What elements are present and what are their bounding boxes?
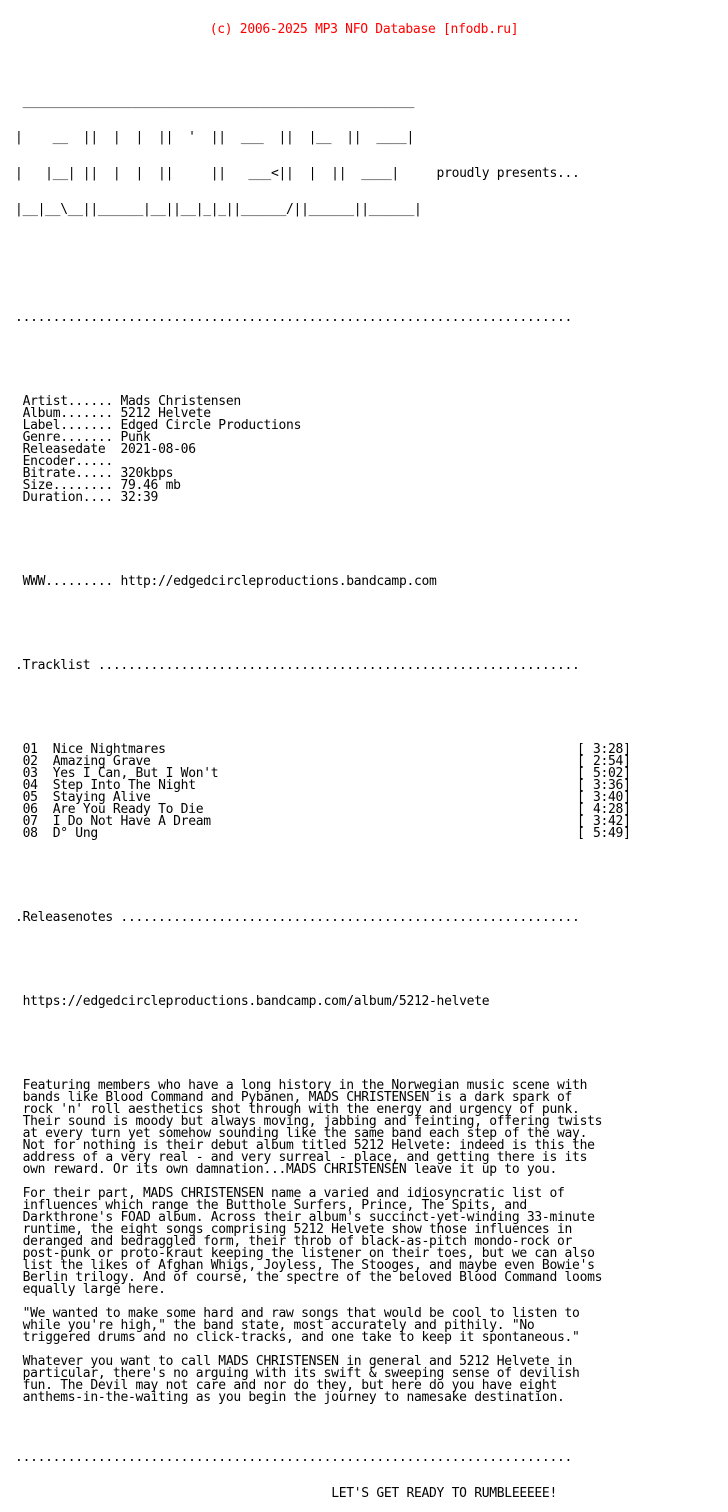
logo-line: | |__| || | | || || ___<|| | || ____| proudly presents... [0, 166, 580, 181]
footer-slogan: LET'S GET READY TO RUMBLEEEEE! [331, 1486, 557, 1501]
track-duration: [ 3:36] [577, 778, 631, 793]
releasenote-text: Their sound is moody but always moving, jabbing and feinting, offering twists [22, 1114, 603, 1129]
release-info [0, 396, 728, 504]
info-value: 79.46 mb [120, 478, 181, 493]
logo-line: ____________________________________________________ [0, 94, 414, 109]
track-duration: [ 3:40] [577, 790, 631, 805]
info-label: Genre....... [22, 430, 113, 445]
track-time: 3:40 [592, 790, 624, 805]
track-time: 3:28 [592, 742, 624, 757]
info-value: 320kbps [120, 466, 174, 481]
separator-releasenotes: .Releasenotes ............................................................. [0, 910, 580, 925]
track-number: 06 [22, 802, 38, 817]
info-row [0, 492, 728, 504]
releasenote-line [0, 1284, 728, 1296]
track-duration: [ 2:54] [577, 754, 631, 769]
releasenote-text: Featuring members who have a long history in the Norwegian music scene with [22, 1078, 588, 1093]
track-number: 08 [22, 826, 38, 841]
track-row [0, 828, 728, 840]
track-title: D° Ung [52, 826, 98, 841]
album-url: https://edgedcircleproductions.bandcamp.com/album/5212-helvete [22, 994, 490, 1009]
info-label: Releasedate [22, 442, 113, 457]
releasenote-text: equally large here. [22, 1282, 166, 1297]
track-time: 3:42 [592, 814, 624, 829]
copyright-header: (c) 2006-2025 MP3 NFO Database [nfodb.ru] [209, 22, 519, 37]
track-number: 04 [22, 778, 38, 793]
releasenote-text: For their part, MADS CHRISTENSEN name a varied and idiosyncratic list of [22, 1186, 565, 1201]
track-title: Nice Nightmares [52, 742, 166, 757]
releasenote-text: anthems-in-the-waiting as you begin the journey to namesake destination. [22, 1390, 565, 1405]
releasenote-text: at every turn yet somehow sounding like the same band each step of the way. [22, 1126, 588, 1141]
track-number: 07 [22, 814, 38, 829]
track-title: Are You Ready To Die [52, 802, 204, 817]
info-label: Encoder..... [22, 454, 113, 469]
track-time: 4:28 [592, 802, 624, 817]
track-number: 02 [22, 754, 38, 769]
info-label: Duration.... [22, 490, 113, 505]
releasenote-text: triggered drums and no click-tracks, and one take to keep it spontaneous." [22, 1330, 580, 1345]
info-label: Size........ [22, 478, 113, 493]
www-label: WWW......... [22, 574, 113, 589]
info-value: Edged Circle Productions [120, 418, 302, 433]
releasenote-text: post-punk or proto-kraut keeping the listener on their toes, but we can also [22, 1246, 595, 1261]
track-duration: [ 3:28] [577, 742, 631, 757]
footer-line [0, 1488, 728, 1500]
track-duration: [ 4:28] [577, 802, 631, 817]
releasenote-text: while you're high," the band state, most accurately and pithily. "No [22, 1318, 535, 1333]
releasenote-text: Berlin trilogy. And of course, the spectre of the beloved Blood Command looms [22, 1270, 603, 1285]
releasenote-text: runtime, the eight songs comprising 5212 Helvete show those influences in [22, 1222, 573, 1237]
releasenote-text: Darkthrone's FOAD album. Across their album's succinct-yet-winding 33-minute [22, 1210, 595, 1225]
releasenote-text: influences which range the Butthole Surfers, Prince, The Spits, and [22, 1198, 527, 1213]
separator-top: .......................................................................... [0, 310, 573, 325]
track-title: Step Into The Night [52, 778, 196, 793]
track-title: Yes I Can, But I Won't [52, 766, 219, 781]
releasenote-text: Not for nothing is their debut album titled 5212 Helvete: indeed is this the [22, 1138, 595, 1153]
releasenote-text: particular, there's no arguing with its swift & sweeping sense of devilish [22, 1366, 580, 1381]
info-value: Mads Christensen [120, 394, 241, 409]
info-value: 2021-08-06 [120, 442, 196, 457]
releasenote-text: own reward. Or its own damnation...MADS CHRISTENSEN leave it up to you. [22, 1162, 557, 1177]
logo-line: |__|__\__||______|__||__|_|_||______/||______||______| [0, 202, 422, 217]
track-time: 2:54 [592, 754, 624, 769]
info-value: 32:39 [120, 490, 159, 505]
info-label: Album....... [22, 406, 113, 421]
releasenote-text: Whatever you want to call MADS CHRISTENSEN in general and 5212 Helvete in [22, 1354, 573, 1369]
info-label: Label....... [22, 418, 113, 433]
releasenotes-url [0, 996, 728, 1008]
ascii-logo [0, 72, 728, 240]
track-number: 05 [22, 790, 38, 805]
track-title: Amazing Grave [52, 754, 151, 769]
releasenote-text: "We wanted to make some hard and raw songs that would be cool to listen to [22, 1306, 580, 1321]
tracklist [0, 744, 728, 840]
track-number: 01 [22, 742, 38, 757]
track-time: 3:36 [592, 778, 624, 793]
releasenote-text: bands like Blood Command and Pybanen, MADS CHRISTENSEN is a dark spark of [22, 1090, 573, 1105]
info-label: Bitrate..... [22, 466, 113, 481]
track-time: 5:02 [592, 766, 624, 781]
releasenote-text: address of a very real - and very surreal - place, and getting there is its [22, 1150, 588, 1165]
www-line [0, 576, 728, 588]
releasenote-text: deranged and bedraggled form, their throb of black-as-pitch mondo-rock or [22, 1234, 573, 1249]
info-label: Artist...... [22, 394, 113, 409]
www-value: http://edgedcircleproductions.bandcamp.com [120, 574, 437, 589]
logo-line: | __ || | | || ' || ___ || |__ || ____| [0, 130, 414, 145]
track-duration: [ 3:42] [577, 814, 631, 829]
releasenote-line [0, 1332, 728, 1344]
track-title: Staying Alive [52, 790, 151, 805]
info-value: 5212 Helvete [120, 406, 211, 421]
separator-tracklist: .Tracklist ................................................................ [0, 658, 580, 673]
track-duration: [ 5:49] [577, 826, 631, 841]
info-value: Punk [120, 430, 151, 445]
releasenote-text: fun. The Devil may not care and nor do they, but here do you have eight [22, 1378, 557, 1393]
track-duration: [ 5:02] [577, 766, 631, 781]
track-title: I Do Not Have A Dream [52, 814, 211, 829]
releasenote-line [0, 1392, 728, 1404]
releasenote-text: list the likes of Afghan Whigs, Joyless, The Stooges, and maybe even Bowie's [22, 1258, 595, 1273]
releasenotes-body [0, 1080, 728, 1416]
releasenote-text: rock 'n' roll aesthetics shot through with the energy and urgency of punk. [22, 1102, 580, 1117]
track-number: 03 [22, 766, 38, 781]
releasenote-line [0, 1164, 728, 1176]
separator-bottom: .......................................................................... [0, 1450, 573, 1465]
track-time: 5:49 [592, 826, 624, 841]
